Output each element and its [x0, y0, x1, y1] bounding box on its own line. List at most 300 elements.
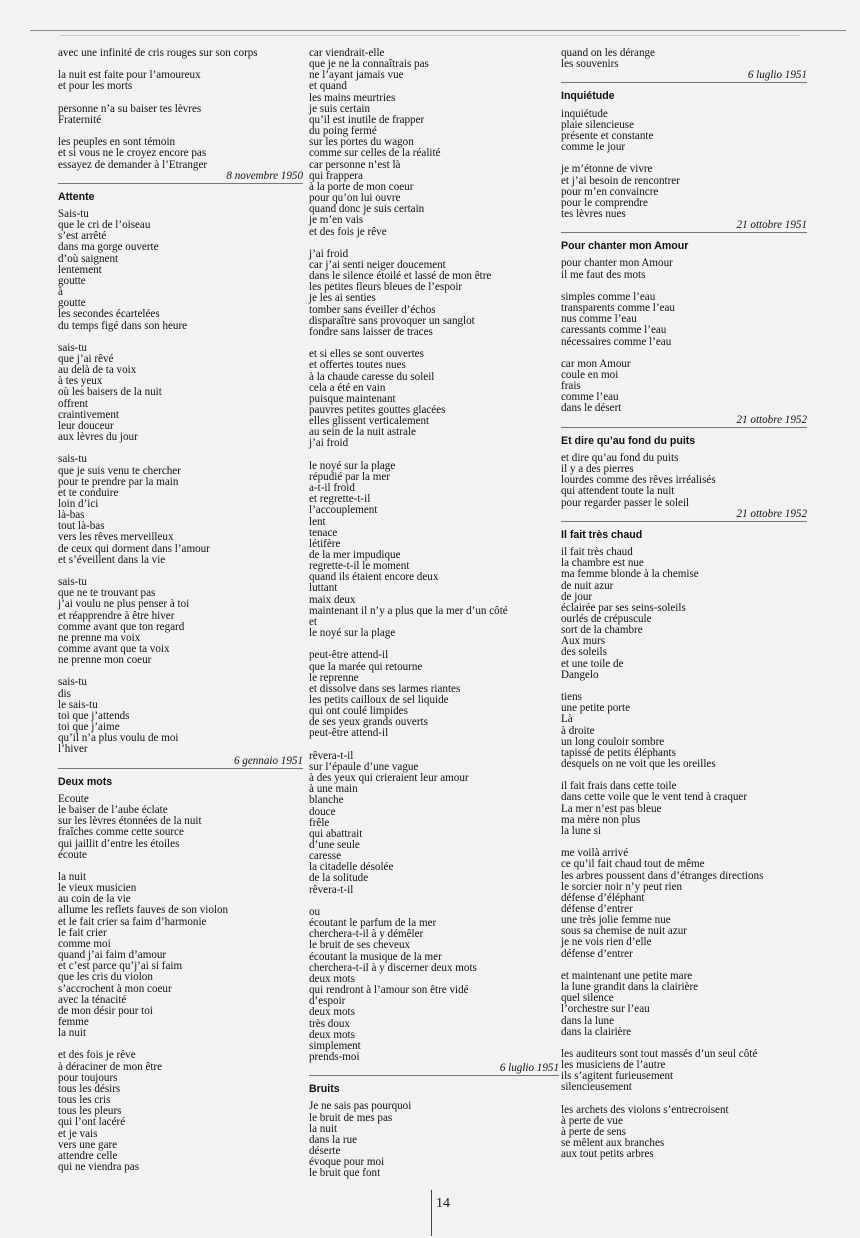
- verse-line: à une main: [309, 783, 358, 796]
- poem-separator: [561, 82, 807, 83]
- verse-line: sur l’épaule d’une vague: [309, 760, 419, 773]
- poem-separator: [58, 183, 303, 184]
- verse-line: tout là-bas: [58, 520, 105, 533]
- verse-line: à tes yeux: [58, 375, 103, 388]
- verse-line: car j’ai senti neiger doucement: [309, 258, 446, 271]
- verse-line: cela a été en vain: [309, 381, 386, 394]
- stanza: [58, 872, 303, 1039]
- verse-line: et offertes toutes nues: [309, 359, 406, 372]
- verse-line: au sein de la nuit astrale: [309, 426, 416, 439]
- verse-line: pour te prendre par la main: [58, 475, 179, 488]
- verse-line: desquels on ne voit que les oreilles: [561, 758, 716, 770]
- verse-line: une petite porte: [561, 702, 631, 715]
- verse-line: que les cris du violon: [58, 971, 153, 984]
- poem-date: 6 gennaio 1951: [233, 754, 303, 767]
- verse-line: tous les pleurs: [58, 1105, 122, 1118]
- verse-line: car viendrait-elle: [309, 47, 385, 59]
- verse-line: les secondes écartelées: [58, 308, 160, 321]
- stanza-gap: [58, 861, 303, 872]
- verse-line: de ses yeux grands ouverts: [309, 716, 428, 729]
- verse-line: le sais-tu: [58, 698, 98, 711]
- verse-line: dans la lune: [561, 1014, 614, 1027]
- verse-line: de ceux qui dorment dans l’amour: [58, 542, 210, 555]
- page-number: 14: [436, 1196, 450, 1211]
- verse-line: la chambre est nue: [561, 557, 644, 570]
- verse-line: et une toile de: [561, 657, 624, 670]
- verse-line: les musiciens de l’autre: [561, 1059, 666, 1072]
- verse-line: sur les portes du wagon: [309, 136, 414, 149]
- stanza: [561, 848, 807, 960]
- verse-line: loin d’ici: [58, 498, 99, 511]
- verse-line: et regrette-t-il: [309, 493, 371, 506]
- verse-line: éclairée par ses seins-soleils: [561, 601, 686, 614]
- verse-line: j’ai froid: [309, 247, 349, 260]
- verse-line: La mer n’est pas bleue: [561, 802, 662, 815]
- verse-line: sort de la chambre: [561, 624, 643, 637]
- verse-line: rêvera-t-il: [309, 749, 354, 762]
- verse-line: cherchera-t-il à y démêler: [309, 928, 424, 941]
- verse-line: avec la ténacité: [58, 993, 127, 1006]
- verse-line: déserte: [309, 1145, 341, 1158]
- verse-line: présente et constante: [561, 129, 654, 142]
- stanza: [58, 104, 303, 126]
- top-rule: [30, 30, 846, 31]
- verse-line: qui attendent toute la nuit: [561, 485, 675, 498]
- page-number-bar: [431, 1190, 432, 1236]
- verse-line: prends-moi: [309, 1050, 360, 1063]
- verse-line: caresse: [309, 850, 342, 863]
- verse-line: évoque pour moi: [309, 1156, 385, 1169]
- verse-line: tomber sans éveiller d’échos: [309, 303, 436, 316]
- verse-line: la nuit: [58, 870, 87, 883]
- verse-line: comme avant que ta voix: [58, 643, 170, 656]
- verse-line: défense d’entrer: [561, 947, 633, 960]
- poem-date: 21 ottobre 1952: [736, 413, 807, 426]
- verse-line: et pour les morts: [58, 80, 133, 93]
- verse-line: qui ont coulé limpides: [309, 705, 408, 718]
- verse-line: à la chaude caresse du soleil: [309, 370, 435, 383]
- stanza: [561, 258, 807, 280]
- verse-line: le fait crier: [58, 926, 107, 939]
- verse-line: transparents comme l’eau: [561, 302, 675, 315]
- verse-line: que la marée qui retourne: [309, 660, 423, 673]
- verse-line: simples comme l’eau: [561, 290, 656, 303]
- verse-line: luttant: [309, 582, 338, 595]
- verse-line: et le fait crier sa faim d’harmonie: [58, 915, 207, 928]
- stanza: [58, 209, 303, 332]
- verse-line: qui ne viendra pas: [58, 1161, 140, 1174]
- verse-line: sais-tu: [58, 576, 87, 589]
- poem-date: 6 luglio 1951: [747, 69, 807, 82]
- stanza-gap: [58, 332, 303, 343]
- verse-line: où les baisers de la nuit: [58, 386, 162, 399]
- verse-line: de nuit azur: [561, 579, 614, 592]
- verse-line: Fraternité: [58, 113, 102, 126]
- stanza: [561, 781, 807, 837]
- stanza: [561, 164, 807, 220]
- verse-line: comme l’eau: [561, 391, 619, 404]
- verse-line: Sais-tu: [58, 207, 89, 220]
- verse-line: puisque maintenant: [309, 392, 396, 405]
- verse-line: les mains meurtries: [309, 91, 396, 104]
- verse-line: que je suis venu te chercher: [58, 464, 181, 477]
- verse-line: à déraciner de mon être: [58, 1060, 163, 1073]
- verse-line: comme moi: [58, 937, 111, 950]
- verse-line: et j’ai besoin de rencontrer: [561, 174, 680, 187]
- poem-title: Il fait très chaud: [561, 528, 643, 541]
- verse-line: nécessaires comme l’eau: [561, 335, 672, 348]
- stanza: [561, 292, 807, 348]
- verse-line: le noyé sur la plage: [309, 627, 396, 640]
- stanza: [561, 547, 807, 681]
- verse-line: tapissé de petits éléphants: [561, 746, 676, 759]
- verse-line: goutte: [58, 274, 86, 287]
- verse-line: tenace: [309, 526, 338, 539]
- verse-line: les souvenirs: [561, 58, 619, 71]
- stanza-gap: [309, 896, 559, 907]
- verse-line: qui rendront à l’amour son être vidé: [309, 984, 469, 997]
- verse-line: toi que j’attends: [58, 709, 130, 722]
- verse-line: la lune si: [561, 824, 602, 837]
- verse-line: je m’étonne de vivre: [561, 163, 653, 176]
- verse-line: fraîches comme cette source: [58, 826, 184, 839]
- verse-line: plaie silencieuse: [561, 118, 635, 131]
- verse-line: une très jolie femme nue: [561, 914, 671, 927]
- verse-line: elles glissent verticalement: [309, 415, 430, 428]
- verse-line: pour m’en convaincre: [561, 185, 659, 198]
- stanza: [309, 650, 559, 739]
- verse-line: répudié par la mer: [309, 470, 391, 483]
- verse-line: écoute: [58, 848, 87, 861]
- verse-line: ou: [309, 905, 321, 918]
- verse-line: comme le jour: [561, 141, 626, 154]
- verse-line: ils s’agitent furieusement: [561, 1070, 674, 1083]
- verse-line: que j’ai rêvé: [58, 353, 114, 365]
- verse-line: un long couloir sombre: [561, 735, 665, 748]
- stanza: [561, 453, 807, 509]
- stanza: [561, 109, 807, 154]
- stanza: [561, 692, 807, 770]
- verse-line: qui abattrait: [309, 827, 363, 840]
- verse-line: et réapprendre à être hiver: [58, 609, 175, 622]
- verse-line: et quand: [309, 80, 347, 93]
- poem-separator: [561, 427, 807, 428]
- verse-line: dans le désert: [561, 402, 622, 415]
- verse-line: qui l’ont lacéré: [58, 1116, 126, 1129]
- verse-line: maintenant il n’y a plus que la mer d’un côté: [309, 604, 508, 617]
- verse-line: goutte: [58, 297, 86, 310]
- verse-line: nus comme l’eau: [561, 313, 637, 326]
- verse-line: peut-être attend-il: [309, 649, 389, 662]
- verse-line: je suis certain: [309, 102, 370, 115]
- verse-line: le bruit de mes pas: [309, 1111, 393, 1124]
- verse-line: ne prenne ma voix: [58, 631, 141, 644]
- verse-line: et si vous ne le croyez encore pas: [58, 147, 207, 160]
- verse-line: allume les reflets fauves de son violon: [58, 904, 229, 917]
- verse-line: offrent: [58, 397, 88, 410]
- stanza: [58, 577, 303, 666]
- stanza: [309, 751, 559, 896]
- verse-line: deux mots: [309, 972, 355, 985]
- verse-line: il fait frais dans cette toile: [561, 780, 677, 793]
- top-rule-shadow: [60, 35, 800, 36]
- stanza-gap: [58, 443, 303, 454]
- verse-line: car mon Amour: [561, 357, 631, 370]
- verse-line: Je ne sais pas pourquoi: [309, 1100, 412, 1113]
- verse-line: me voilà arrivé: [561, 847, 629, 860]
- verse-line: qui jaillit d’entre les étoiles: [58, 837, 180, 850]
- stanza: [561, 48, 807, 70]
- verse-line: écoutant la musique de la mer: [309, 950, 442, 963]
- verse-line: dis: [58, 687, 71, 700]
- verse-line: du temps figé dans son heure: [58, 319, 188, 332]
- verse-line: qui frappera: [309, 169, 363, 182]
- stanza: [58, 1050, 303, 1173]
- verse-line: rêvera-t-il: [309, 883, 354, 896]
- verse-line: quel silence: [561, 992, 614, 1005]
- verse-line: cherchera-t-il à y discerner deux mots: [309, 961, 477, 974]
- verse-line: ma mère non plus: [561, 813, 641, 826]
- verse-line: de mon désir pour toi: [58, 1004, 153, 1017]
- verse-line: la lune grandit dans la clairière: [561, 981, 699, 994]
- verse-line: la citadelle désolée: [309, 861, 394, 874]
- verse-line: Dangelo: [561, 668, 599, 681]
- verse-line: tous les cris: [58, 1094, 111, 1107]
- verse-line: la nuit est faite pour l’amoureux: [58, 69, 201, 82]
- verse-line: pour le comprendre: [561, 196, 648, 209]
- verse-line: le bruit de ses cheveux: [309, 939, 411, 952]
- verse-line: quand ils étaient encore deux: [309, 571, 439, 584]
- verse-line: personne n’a su baiser tes lèvres: [58, 102, 202, 115]
- stanza: [309, 1101, 559, 1179]
- stanza: [58, 454, 303, 566]
- verse-line: avec une infinité de cris rouges sur son corps: [58, 47, 258, 59]
- verse-line: écoutant le parfum de la mer: [309, 917, 437, 930]
- verse-line: ne l’ayant jamais vue: [309, 69, 404, 82]
- verse-line: à droite: [561, 724, 595, 737]
- verse-line: blanche: [309, 794, 344, 807]
- verse-line: à: [58, 286, 63, 299]
- verse-line: s’est arrêté: [58, 230, 107, 243]
- verse-line: et des fois je rêve: [309, 225, 387, 238]
- stanza-gap: [561, 681, 807, 692]
- verse-line: frais: [561, 380, 581, 393]
- verse-line: vers les rêves merveilleux: [58, 531, 174, 544]
- stanza-gap: [58, 566, 303, 577]
- verse-line: de la mer impudique: [309, 548, 401, 561]
- verse-line: d’où saignent: [58, 252, 119, 265]
- verse-line: les petits cailloux de sel liquide: [309, 694, 449, 706]
- verse-line: défense d’entrer: [561, 903, 633, 915]
- verse-line: se mêlent aux branches: [561, 1137, 665, 1150]
- verse-line: vers une gare: [58, 1138, 118, 1151]
- verse-line: et si elles se sont ouvertes: [309, 348, 424, 361]
- verse-line: et maintenant une petite mare: [561, 969, 693, 982]
- verse-line: très doux: [309, 1017, 350, 1030]
- verse-line: toi que j’aime: [58, 721, 120, 734]
- verse-line: craintivement: [58, 408, 119, 421]
- verse-line: les archets des violons s’entrecroisent: [561, 1103, 729, 1116]
- verse-line: et c’est parce qu’j’ai si faim: [58, 960, 183, 973]
- verse-line: ourlés de crépuscule: [561, 612, 652, 625]
- stanza: [309, 249, 559, 338]
- verse-line: Ecoute: [58, 792, 89, 805]
- verse-line: pour chanter mon Amour: [561, 257, 673, 270]
- poem-title: Deux mots: [58, 775, 113, 788]
- poem-title: Pour chanter mon Amour: [561, 240, 689, 253]
- verse-line: à perte de sens: [561, 1126, 626, 1139]
- verse-line: coule en moi: [561, 369, 619, 382]
- verse-line: il me faut des mots: [561, 268, 646, 281]
- verse-line: pour regarder passer le soleil: [561, 496, 690, 509]
- verse-line: Là: [561, 713, 573, 726]
- stanza: [309, 48, 559, 238]
- verse-line: ma femme blonde à la chemise: [561, 568, 699, 581]
- verse-line: aux tout petits arbres: [561, 1148, 654, 1161]
- verse-line: sais-tu: [58, 453, 87, 466]
- verse-line: lentement: [58, 263, 102, 276]
- verse-line: maix deux: [309, 593, 356, 606]
- verse-line: essayez de demander à l’Etranger: [58, 158, 208, 171]
- verse-line: tes lèvres nues: [561, 208, 626, 221]
- verse-line: a-t-il froid: [309, 482, 355, 495]
- poem-separator: [561, 521, 807, 522]
- verse-line: là-bas: [58, 509, 85, 522]
- verse-line: deux mots: [309, 1006, 355, 1019]
- stanza: [58, 794, 303, 861]
- verse-line: dans le silence étoilé et lassé de mon être: [309, 270, 492, 283]
- stanza: [309, 461, 559, 640]
- stanza: [58, 677, 303, 755]
- verse-line: disparaître sans provoquer un sanglot: [309, 314, 475, 327]
- verse-line: les auditeurs sont tout massés d’un seul côté: [561, 1048, 758, 1060]
- verse-line: létifère: [309, 537, 341, 550]
- verse-line: tiens: [561, 691, 582, 704]
- verse-line: le vieux musicien: [58, 882, 137, 895]
- poem-separator: [561, 232, 807, 233]
- verse-line: ne prenne mon coeur: [58, 654, 152, 667]
- verse-line: la nuit: [58, 1027, 87, 1040]
- verse-line: et s’éveillent dans la vie: [58, 553, 166, 566]
- verse-line: qu’il est inutile de frapper: [309, 113, 425, 126]
- verse-line: les peuples en sont témoin: [58, 136, 176, 149]
- verse-line: l’hiver: [58, 743, 88, 756]
- verse-line: le bruit que font: [309, 1167, 381, 1180]
- verse-line: pauvres petites gouttes glacées: [309, 403, 446, 416]
- verse-line: l’accouplement: [309, 504, 378, 517]
- poem-title: Attente: [58, 190, 95, 203]
- verse-line: d’une seule: [309, 839, 360, 852]
- stanza: [561, 1105, 807, 1161]
- verse-line: deux mots: [309, 1028, 355, 1041]
- verse-line: le reprenne: [309, 671, 359, 684]
- verse-line: dans la rue: [309, 1133, 358, 1146]
- stanza: [561, 359, 807, 415]
- verse-line: dans cette voile que le vent tend à craquer: [561, 791, 748, 804]
- verse-line: à la porte de mon coeur: [309, 180, 414, 193]
- verse-line: quand on les dérange: [561, 47, 655, 59]
- stanza: [58, 70, 303, 92]
- verse-line: je ne vois rien d’elle: [561, 936, 652, 949]
- poem-separator: [58, 768, 303, 769]
- verse-line: s’accrochent à mon coeur: [58, 982, 172, 995]
- stanza-gap: [58, 666, 303, 677]
- verse-line: Aux murs: [561, 635, 606, 648]
- verse-line: et dire qu’au fond du puits: [561, 451, 679, 464]
- verse-line: simplement: [309, 1039, 361, 1052]
- verse-line: car personne n’est là: [309, 158, 401, 171]
- poem-title: Et dire qu’au fond du puits: [561, 434, 696, 447]
- stanza: [561, 1049, 807, 1094]
- verse-line: je m’en vais: [309, 214, 364, 227]
- poem-date: 8 novembre 1950: [226, 169, 303, 182]
- verse-line: caressants comme l’eau: [561, 324, 667, 337]
- verse-line: que je ne la connaîtrais pas: [309, 58, 429, 71]
- verse-line: pour toujours: [58, 1071, 118, 1084]
- verse-line: et: [309, 615, 318, 628]
- stanza: [58, 137, 303, 170]
- verse-line: femme: [58, 1016, 89, 1028]
- verse-line: fondre sans laisser de traces: [309, 325, 433, 338]
- stanza: [309, 349, 559, 449]
- stanza: [561, 971, 807, 1038]
- verse-line: sais-tu: [58, 341, 87, 354]
- verse-line: douce: [309, 805, 336, 818]
- verse-line: les petites fleurs bleues de l’espoir: [309, 281, 463, 294]
- verse-line: pour qu’on lui ouvre: [309, 192, 401, 205]
- verse-line: silencieusement: [561, 1081, 632, 1094]
- poem-date: 6 luglio 1951: [499, 1062, 559, 1075]
- verse-line: au coin de la vie: [58, 893, 131, 906]
- verse-line: l’orchestre sur l’eau: [561, 1003, 650, 1016]
- verse-line: de jour: [561, 590, 593, 603]
- verse-line: comme avant que ton regard: [58, 620, 185, 633]
- verse-line: que ne te trouvant pas: [58, 587, 156, 600]
- verse-line: sais-tu: [58, 676, 87, 689]
- poem-date: 21 ottobre 1952: [736, 507, 807, 520]
- verse-line: lourdes comme des rêves irréalisés: [561, 474, 716, 487]
- verse-line: je les ai senties: [309, 292, 376, 305]
- verse-line: et dissolve dans ses larmes riantes: [309, 682, 461, 695]
- verse-line: quand j’ai faim d’amour: [58, 949, 167, 962]
- verse-line: inquiétude: [561, 107, 608, 120]
- verse-line: tous les désirs: [58, 1082, 121, 1095]
- verse-line: à perte de vue: [561, 1114, 623, 1127]
- verse-line: des soleils: [561, 646, 607, 659]
- verse-line: frêle: [309, 816, 330, 829]
- verse-line: j’ai froid: [309, 437, 349, 450]
- verse-line: lent: [309, 515, 326, 528]
- poem-title: Bruits: [309, 1083, 340, 1096]
- poem-separator: [309, 1075, 559, 1076]
- verse-line: quand donc je suis certain: [309, 203, 425, 216]
- verse-line: peut-être attend-il: [309, 727, 389, 740]
- verse-line: le baiser de l’aube éclate: [58, 804, 168, 817]
- verse-line: ce qu’il fait chaud tout de même: [561, 858, 705, 871]
- verse-line: d’espoir: [309, 995, 346, 1008]
- verse-line: et des fois je rêve: [58, 1049, 136, 1062]
- verse-line: le noyé sur la plage: [309, 459, 396, 472]
- verse-line: la nuit: [309, 1122, 338, 1135]
- verse-line: du poing fermé: [309, 125, 377, 138]
- verse-line: de la solitude: [309, 872, 369, 885]
- stanza: [58, 343, 303, 443]
- poem-title: Inquiétude: [561, 90, 615, 103]
- verse-line: leur douceur: [58, 419, 114, 432]
- verse-line: regrette-t-il le moment: [309, 560, 410, 573]
- verse-line: que le cri de l’oiseau: [58, 219, 151, 232]
- verse-line: dans ma gorge ouverte: [58, 241, 159, 254]
